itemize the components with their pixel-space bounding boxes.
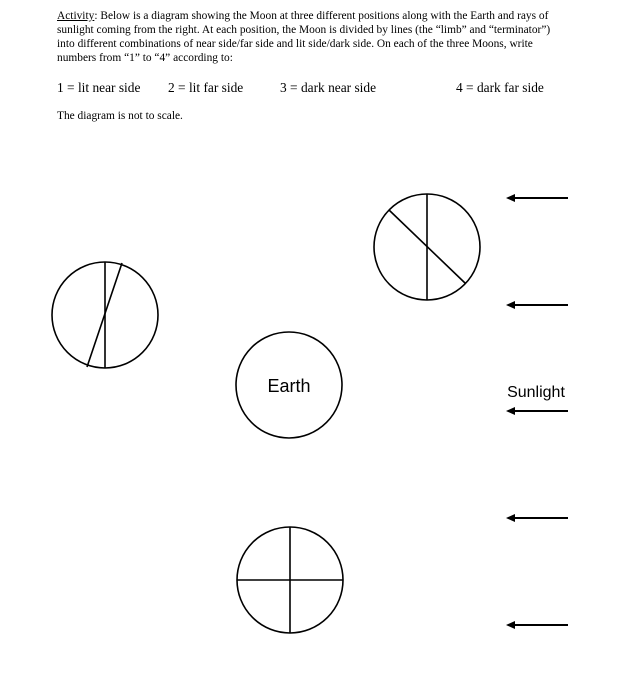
key-dark-far-side: 4 = dark far side <box>456 80 544 95</box>
activity-lead: Activity <box>57 10 95 22</box>
moon-upper-right <box>374 194 480 300</box>
arrowhead-3 <box>506 407 515 415</box>
earth-label: Earth <box>267 376 311 396</box>
moon-left <box>52 262 158 368</box>
activity-text: : Below is a diagram showing the Moon at three different positions along with the Earth and rays of sunlight coming from the right. At each position, the Moon is divided by lines (the “limb” and “terminator”) into different combinations of near side/far side and lit side/dark side. On each of the three Moons, write numbers from “1” to “4” according to: <box>57 10 551 64</box>
arrowhead-4 <box>506 514 515 522</box>
moon-bottom <box>237 527 343 633</box>
arrowhead-5 <box>506 621 515 629</box>
sunlight-label: Sunlight <box>507 384 565 401</box>
scale-note: The diagram is not to scale. <box>57 110 183 122</box>
sunlight-arrowheads <box>506 194 515 629</box>
arrowhead-1 <box>506 194 515 202</box>
key-dark-near-side: 3 = dark near side <box>280 80 377 95</box>
arrowhead-2 <box>506 301 515 309</box>
key-lit-near-side: 1 = lit near side <box>57 80 141 95</box>
sunlight-rays <box>513 198 568 625</box>
key-lit-far-side: 2 = lit far side <box>168 80 244 95</box>
